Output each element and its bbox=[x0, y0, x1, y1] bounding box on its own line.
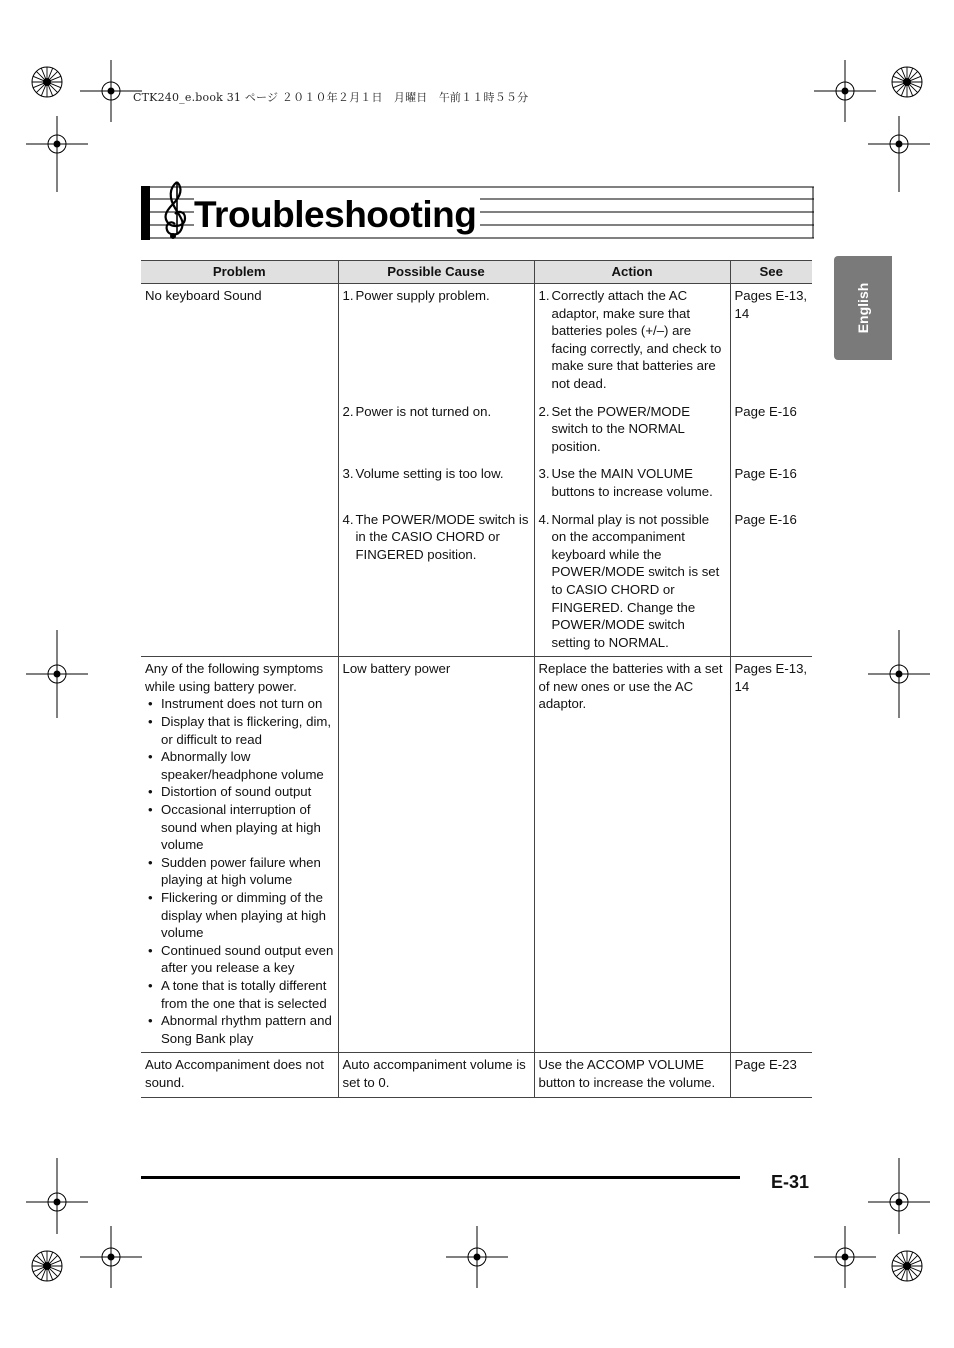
cause-text: Volume setting is too low. bbox=[355, 466, 504, 482]
cause-cell: Low battery power bbox=[338, 657, 534, 1053]
list-item bbox=[145, 783, 335, 801]
item-number: 3. bbox=[538, 466, 550, 482]
table-row bbox=[141, 657, 812, 1053]
cause-text: Power supply problem. bbox=[355, 288, 490, 303]
see-cell: Page E-16 bbox=[730, 462, 812, 507]
table-row bbox=[141, 284, 812, 400]
crosshair-mark-icon bbox=[814, 1226, 876, 1288]
symptom-text: Occasional interruption of sound when playing at high volume bbox=[161, 802, 321, 853]
symptom-text: Instrument does not turn on bbox=[161, 696, 323, 712]
cause-text: Power is not turned on. bbox=[355, 403, 492, 419]
language-tab-label: English bbox=[855, 282, 871, 334]
cause-cell bbox=[338, 400, 534, 463]
symptom-text: Distortion of sound output bbox=[161, 784, 312, 800]
crosshair-mark-icon bbox=[26, 1158, 88, 1234]
bullet: • bbox=[148, 854, 153, 870]
registration-target-icon bbox=[878, 52, 936, 112]
crosshair-mark-icon bbox=[868, 630, 930, 718]
table-header-row bbox=[141, 261, 812, 284]
bullet: • bbox=[148, 1013, 153, 1029]
see-cell: Pages E-13, 14 bbox=[730, 284, 812, 400]
bullet: • bbox=[148, 714, 153, 730]
column-header-action: Action bbox=[534, 261, 730, 284]
item-number: 4. bbox=[538, 511, 550, 527]
action-text: Correctly attach the AC adaptor, make sure that batteries poles (+/–) are facing correctly, and check to make sure that batteries are not dead. bbox=[551, 288, 722, 391]
registration-target-icon bbox=[18, 1236, 76, 1296]
action-cell bbox=[534, 284, 730, 400]
crosshair-mark-icon bbox=[868, 1158, 930, 1234]
list-item bbox=[145, 801, 335, 854]
bullet: • bbox=[148, 802, 153, 818]
registration-target-icon bbox=[18, 52, 76, 112]
list-item bbox=[145, 942, 335, 977]
problem-cell: No keyboard Sound bbox=[141, 284, 338, 657]
list-item bbox=[145, 695, 335, 713]
cause-cell bbox=[338, 508, 534, 657]
page-title: Troubleshooting bbox=[194, 194, 480, 236]
bullet: • bbox=[148, 890, 153, 905]
action-text: Set the POWER/MODE switch to the NORMAL position. bbox=[551, 403, 691, 454]
symptom-text: Flickering or dimming of the display when playing at high volume bbox=[161, 890, 326, 941]
see-cell: Pages E-13, 14 bbox=[730, 657, 812, 1053]
page-number: E-31 bbox=[771, 1172, 810, 1192]
column-header-problem: Problem bbox=[141, 261, 338, 284]
crosshair-mark-icon bbox=[26, 630, 88, 718]
action-text: Use the MAIN VOLUME buttons to increase volume. bbox=[551, 466, 713, 499]
see-cell: Page E-23 bbox=[730, 1053, 812, 1097]
list-item bbox=[145, 1012, 335, 1047]
action-cell: Use the ACCOMP VOLUME button to increase the volume. bbox=[534, 1053, 730, 1097]
cause-text: The POWER/MODE switch is in the CASIO CHORD or FINGERED position. bbox=[355, 511, 529, 562]
list-item bbox=[145, 748, 335, 783]
bullet: • bbox=[148, 749, 153, 765]
column-header-cause: Possible Cause bbox=[338, 261, 534, 284]
print-header: CTK240_e.book 31 ページ ２０１０年２月１日 月曜日 午前１１時５５分 bbox=[133, 91, 529, 104]
item-number: 2. bbox=[342, 403, 354, 419]
footer-rule bbox=[141, 1176, 740, 1179]
crosshair-mark-icon bbox=[80, 1226, 142, 1288]
column-header-see: See bbox=[730, 261, 812, 284]
action-text: Normal play is not possible on the accompaniment keyboard while the POWER/MODE switch is set to CASIO CHORD or FINGERED. Change the POWER/MODE switch setting to NORMAL. bbox=[551, 511, 720, 650]
crosshair-mark-icon bbox=[26, 116, 88, 192]
list-item bbox=[145, 854, 335, 889]
list-item bbox=[145, 977, 335, 1012]
symptom-text: Continued sound output even after you release a key bbox=[161, 942, 334, 976]
symptom-text: Sudden power failure when playing at high volume bbox=[161, 854, 321, 888]
action-cell: Replace the batteries with a set of new ones or use the AC adaptor. bbox=[534, 657, 730, 1053]
item-number: 1. bbox=[342, 288, 354, 303]
crosshair-mark-icon bbox=[868, 116, 930, 192]
item-number: 4. bbox=[342, 511, 354, 527]
problem-cell bbox=[141, 657, 338, 1053]
cause-cell bbox=[338, 284, 534, 400]
see-cell: Page E-16 bbox=[730, 400, 812, 463]
crosshair-mark-icon bbox=[80, 60, 142, 122]
problem-cell: Auto Accompaniment does not sound. bbox=[141, 1053, 338, 1097]
symptom-text: A tone that is totally different from the one that is selected bbox=[161, 977, 327, 1011]
see-cell: Page E-16 bbox=[730, 508, 812, 657]
crosshair-mark-icon bbox=[446, 1226, 508, 1288]
problem-text: Any of the following symptoms while using battery power. bbox=[145, 661, 324, 694]
symptom-text: Abnormally low speaker/headphone volume bbox=[161, 749, 324, 782]
symptom-text: Abnormal rhythm pattern and Song Bank play bbox=[161, 1013, 332, 1046]
troubleshooting-table bbox=[141, 260, 812, 1098]
bullet: • bbox=[148, 696, 153, 712]
symptom-text: Display that is flickering, dim, or difficult to read bbox=[161, 714, 332, 747]
list-item bbox=[145, 889, 335, 942]
title-block bbox=[141, 186, 814, 240]
crosshair-mark-icon bbox=[814, 60, 876, 122]
registration-target-icon bbox=[878, 1236, 936, 1296]
cause-cell bbox=[338, 462, 534, 507]
item-number: 2. bbox=[538, 403, 550, 419]
item-number: 1. bbox=[538, 288, 550, 303]
cause-cell: Auto accompaniment volume is set to 0. bbox=[338, 1053, 534, 1097]
item-number: 3. bbox=[342, 466, 354, 482]
bullet: • bbox=[148, 942, 153, 958]
symptom-list bbox=[145, 695, 335, 1047]
action-cell bbox=[534, 462, 730, 507]
table-row bbox=[141, 1053, 812, 1097]
action-cell bbox=[534, 508, 730, 657]
bullet: • bbox=[148, 977, 153, 993]
list-item bbox=[145, 713, 335, 748]
language-tab bbox=[834, 256, 892, 360]
action-cell bbox=[534, 400, 730, 463]
bullet: • bbox=[148, 784, 153, 800]
